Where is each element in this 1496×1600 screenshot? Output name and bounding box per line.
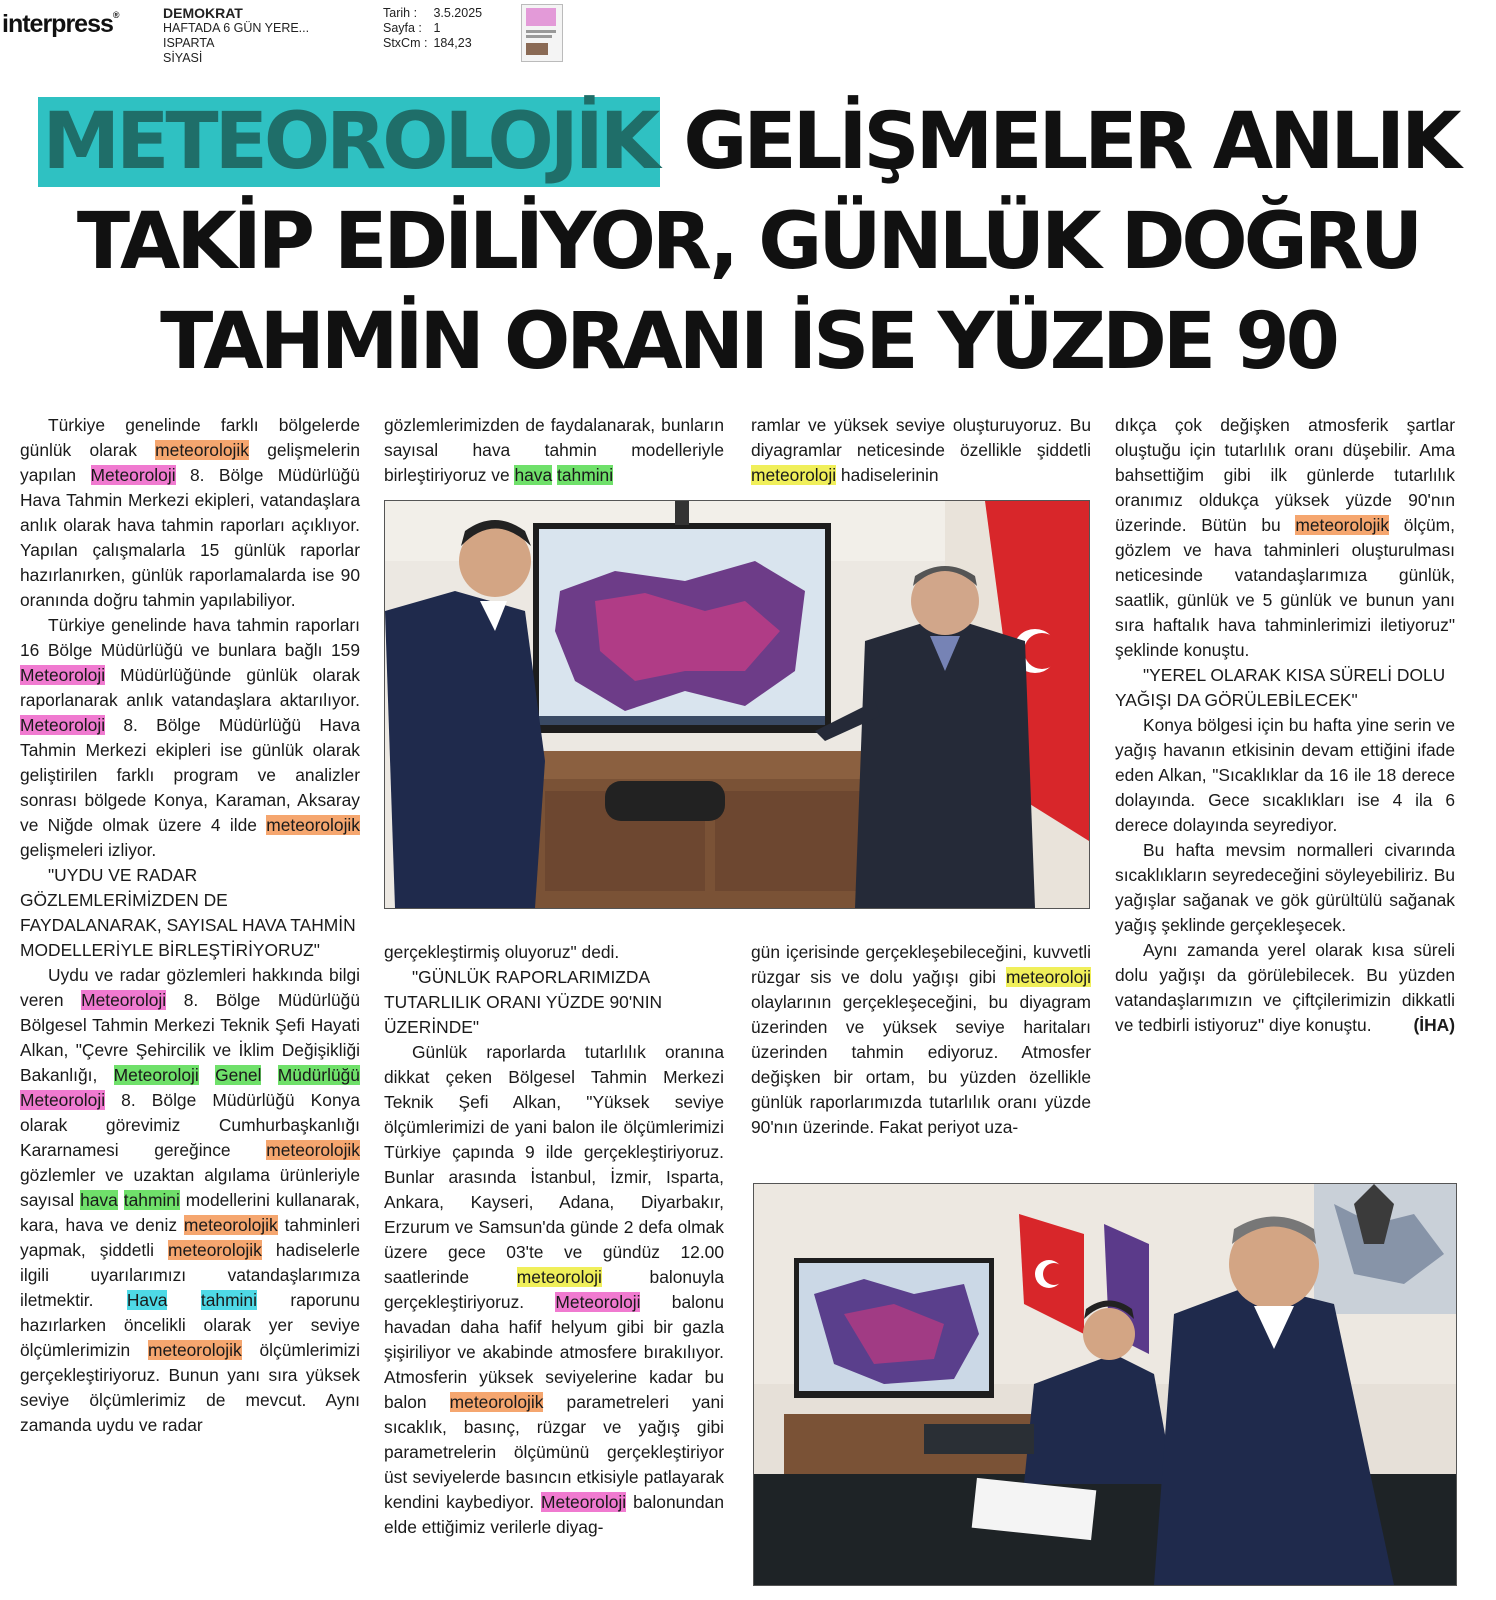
page-thumbnail[interactable] bbox=[521, 4, 563, 62]
paragraph: Günlük raporlarda tutarlılık oranına dikkat çeken Bölgesel Tahmin Merkezi Teknik Şefi Alkan, "Yüksek seviye ölçümlerimizi de yani balon ile ölçümlerimizi Türkiye çapında 9 ilde gerçekleştiriyoruz. Bunlar arasında İstanbul, İzmir, Isparta, Ankara, Kayseri, Adana, Diyarbakır, Erzurum ve Samsun'da günde 2 defa olmak üzere gece 03'te ve gündüz 12.00 saatlerinde meteoroloji balonuyla gerçekleştiriyoruz. Meteoroloji balonu havadan daha hafif helyum gibi bir gazla şişiriliyor ve akabinde atmosfere bırakılıyor. Atmosferin yüksek seviyelerine kadar bu balon meteorolojik parametreleri yani sıcaklık, basınç, rüzgar ve yağış gibi parametrelerin ölçümünü gerçekleştiriyor üst seviyelerde basıncın etkisiyle patlayarak kendini kaybediyor. Meteoroloji balonundan elde ettiğimiz verilerle diyag- bbox=[384, 1042, 724, 1537]
photo-forecast-screen bbox=[384, 500, 1090, 909]
subheading: "GÜNLÜK RAPORLARIMIZDA TUTARLILIK ORANI YÜZDE 90'NIN ÜZERİNDE" bbox=[384, 967, 663, 1037]
article-column-3-bottom bbox=[751, 940, 1091, 1140]
clipping-fields bbox=[383, 6, 488, 51]
paragraph: gün içerisinde gerçekleşebileceğini, kuvvetli rüzgar sis ve dolu yağışı gibi meteoroloji olaylarının gerçekleşeceğini, bu diyagram üzerinden ve yüksek seviye haritaları üzerinden tahmin ediyoruz. Atmosfer değişken bir ortam, bu yüzden özellikle günlük raporlarımızda tutarlılık oranı yüzde 90'nın üzerinde. Fakat periyot uza- bbox=[751, 942, 1091, 1137]
date-value: 3.5.2025 bbox=[433, 6, 483, 20]
subheading: "YEREL OLARAK KISA SÜRELİ DOLU YAĞIŞI DA GÖRÜLEBİLECEK" bbox=[1115, 665, 1446, 710]
photo-forecast-office bbox=[753, 1183, 1457, 1586]
paragraph: Konya bölgesi için bu hafta yine serin ve yağış havanın etkisinin devam ettiğini ifade eden Alkan, "Sıcaklıklar da 16 ile 18 derece dolayında. Gece sıcaklıkları ise 4 ila 6 derece dolayında seyrediyor. bbox=[1115, 715, 1455, 835]
photo-illustration bbox=[754, 1184, 1456, 1585]
article-column-2-top bbox=[384, 413, 724, 488]
stxcm-value: 184,23 bbox=[433, 36, 472, 50]
paragraph: Türkiye genelinde farklı bölgelerde günlük olarak meteorolojik gelişmelerin yapılan Meteoroloji 8. Bölge Müdürlüğü Hava Tahmin Merkezi ekipleri, vatandaşlara anlık olarak hava tahmin raporları açıklıyor. Yapılan çalışmalarla 15 günlük raporlar hazırlanırken, günlük raporlamalarda ise 90 oranında doğru tahmin yapılabiliyor. bbox=[20, 415, 360, 610]
publication-frequency: HAFTADA 6 GÜN YERE... bbox=[163, 21, 310, 35]
page-label: Sayfa : bbox=[383, 21, 422, 35]
stxcm-label: StxCm : bbox=[383, 36, 428, 50]
headline-highlight: METEOROLOJİK bbox=[38, 97, 660, 187]
agency-signature: (İHA) bbox=[1413, 1015, 1455, 1035]
page-value: 1 bbox=[433, 21, 441, 35]
paragraph: gözlemlerimizden de faydalanarak, bunların sayısal hava tahmin modelleriyle birleştiriyoruz ve hava tahmini bbox=[384, 415, 724, 485]
photo-illustration bbox=[385, 501, 1089, 908]
headline-line-1-rest: GELİŞMELER ANLIK bbox=[683, 97, 1458, 187]
paragraph: Bu hafta mevsim normalleri civarında sıcaklıkların seyredeceğini söyleyebiliriz. Bu yağışlar sağanak ve gök gürültülü sağanak yağış şeklinde gerçekleşecek. bbox=[1115, 840, 1455, 935]
article-column-3-top bbox=[751, 413, 1091, 488]
interpress-logo: interpress® bbox=[2, 10, 119, 38]
paragraph: dıkça çok değişken atmosferik şartlar oluştuğu için tutarlılık oranı düşebilir. Ama bahsettiğim gibi ilk günlerde tutarlılık oranımız oldukça yüksek yüzde 90'nın üzerinde. Bütün bu meteorolojik ölçüm, gözlem ve hava tahminleri oluşturulması neticesinde vatandaşlarımıza günlük, saatlik, günlük ve 5 günlük ve bunun yanı sıra haftalık hava tahminlerimizi iletiyoruz" şeklinde konuştu. bbox=[1115, 415, 1455, 660]
headline bbox=[0, 92, 1496, 392]
paragraph: Türkiye genelinde hava tahmin raporları 16 Bölge Müdürlüğü ve bunlara bağlı 159 Meteoroloji Müdürlüğünde günlük olarak raporlanarak anlık vatandaşlara aktarılıyor. Meteoroloji 8. Bölge Müdürlüğü Hava Tahmin Merkezi ekipleri ise günlük olarak geliştirilen farklı program ve analizler sonrası bölgede Konya, Karaman, Aksaray ve Niğde olmak üzere 4 ilde meteorolojik gelişmeleri izliyor. bbox=[20, 615, 360, 860]
article-column-4 bbox=[1115, 413, 1455, 1038]
headline-line-2: TAKİP EDİLİYOR, GÜNLÜK DOĞRU bbox=[76, 197, 1420, 287]
subheading: "UYDU VE RADAR GÖZLEMLERİMİZDEN DE FAYDALANARAK, SAYISAL HAVA TAHMİN MODELLERİYLE BİRLEŞTİRİYORUZ" bbox=[20, 865, 356, 960]
logo-text: interpress bbox=[2, 10, 113, 38]
paragraph: Aynı zamanda yerel olarak kısa süreli dolu yağışı da görülebilecek. Bu yüzden vatandaşlarımızın ve çiftçilerimizin dikkatli ve tedbirli istiyoruz" diye konuştu. (İHA) bbox=[1115, 938, 1455, 1038]
article-column-2-bottom bbox=[384, 940, 724, 1540]
paragraph: gerçekleştirmiş oluyoruz" dedi. bbox=[384, 942, 620, 962]
paragraph: Uydu ve radar gözlemleri hakkında bilgi veren Meteoroloji 8. Bölge Müdürlüğü Bölgesel Tahmin Merkezi Teknik Şefi Hayati Alkan, "Çevre Şehircilik ve İklim Değişikliği Bakanlığı, Meteoroloji Genel Müdürlüğü Meteoroloji 8. Bölge Müdürlüğü Konya olarak görevimiz Cumhurbaşkanlığı Kararnamesi gereğince meteorolojik gözlemler ve uzaktan algılama ürünleriyle sayısal hava tahmini modellerini kullanarak, kara, hava ve deniz meteorolojik tahminleri yapmak, şiddetli meteorolojik hadiselerle ilgili uyarılarımızı vatandaşlarımıza iletmektir. Hava tahmini raporunu hazırlarken öncelikli olarak yer seviye ölçümlerimizin meteorolojik ölçümlerimizi gerçekleştiriyoruz. Bunun yanı sıra yüksek seviye ölçümlerimiz de mevcut. Aynı zamanda uydu ve radar bbox=[20, 965, 360, 1435]
publication-category: SİYASİ bbox=[163, 51, 203, 65]
clipping-header bbox=[0, 4, 1496, 64]
publication-city: ISPARTA bbox=[163, 36, 215, 50]
date-label: Tarih : bbox=[383, 6, 418, 20]
publication-info bbox=[163, 6, 309, 66]
article-column-1 bbox=[20, 413, 360, 1438]
headline-line-1 bbox=[0, 92, 1496, 192]
headline-line-3: TAHMİN ORANI İSE YÜZDE 90 bbox=[160, 297, 1336, 387]
publication-name: DEMOKRAT bbox=[163, 5, 243, 21]
paragraph: ramlar ve yüksek seviye oluşturuyoruz. Bu diyagramlar neticesinde özellikle şiddetli meteoroloji hadiselerinin bbox=[751, 415, 1091, 485]
